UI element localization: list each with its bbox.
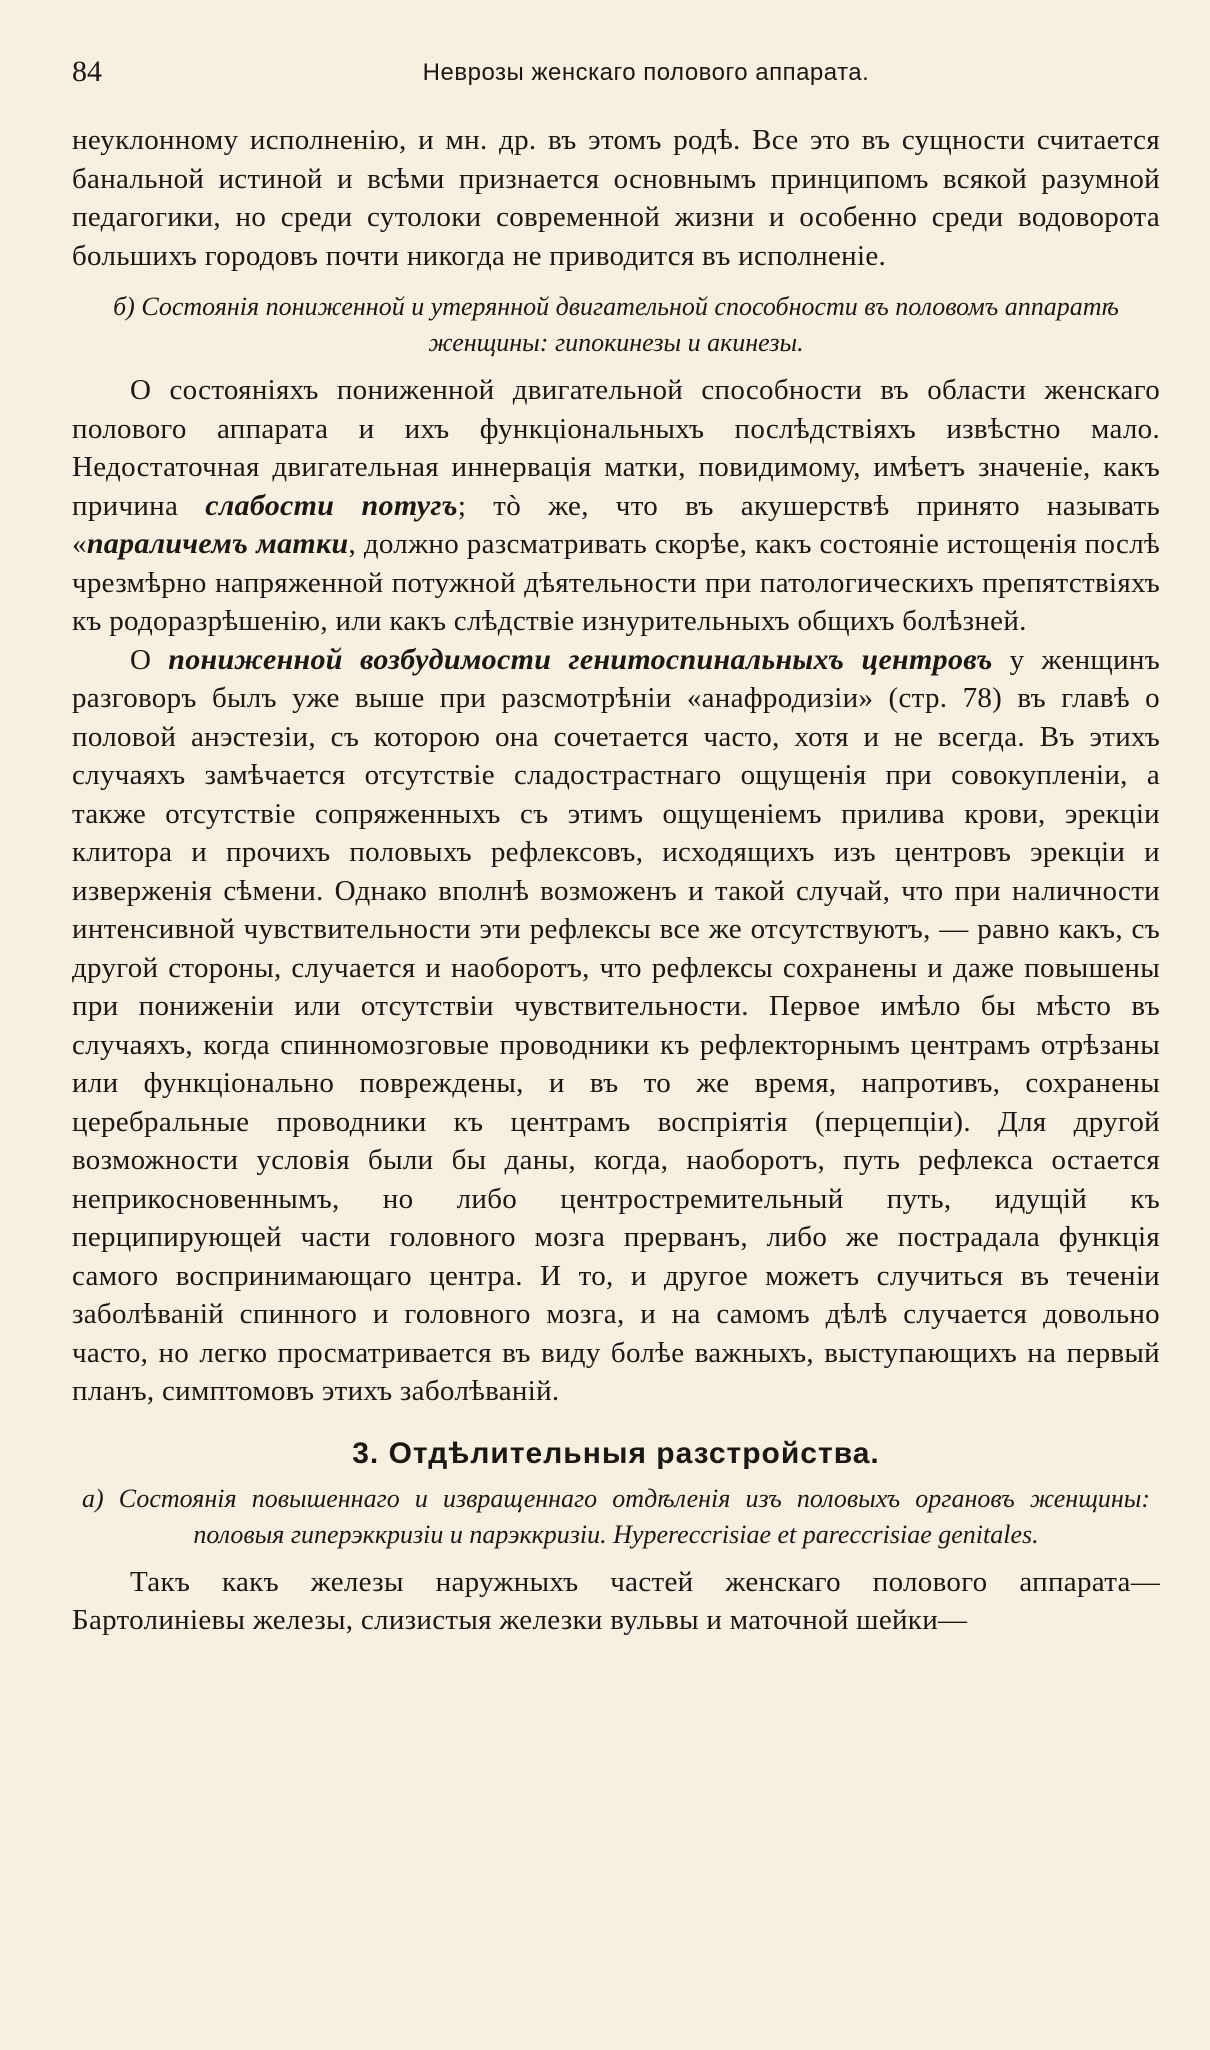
emphasis-uterine-paralysis: параличемъ матки — [86, 527, 349, 560]
paragraph-motor-capacity — [72, 371, 1160, 641]
running-title: Неврозы женскаго полового аппарата. — [422, 59, 870, 86]
text-run: О состояніяхъ пониженной двигательной способности въ области женскаго полового аппарата и ихъ функціональныхъ послѣдствіяхъ извѣстно мало. Недостаточная двигательная иннервація матки, повидимому, имѣетъ значеніе, какъ причина — [72, 374, 1160, 522]
running-head — [72, 55, 1160, 99]
paragraph-glands: Такъ какъ железы наружныхъ частей женскаго полового аппарата— Бартолиніевы железы, слизистыя железки вульвы и маточной шейки— — [72, 1565, 1160, 1636]
subheading-hypereccrisis: а) Состоянія повышеннаго и извращеннаго отдѣленія изъ половыхъ органовъ женщины: половыя гиперэккризіи и парэккризіи. Hypereccrisiae et pareccrisiae genitales. — [82, 1483, 1150, 1549]
text-run: , должно разсматривать скорѣе, какъ состояніе истощенія послѣ чрезмѣрно напряженной потужной дѣятельности при патологическихъ препятствіяхъ къ родоразрѣшенію, или какъ слѣдствіе изнурительныхъ общихъ болѣзней. — [72, 528, 1161, 637]
subheading-hypokinesis: б) Состоянія пониженной и утерянной двигательной способности въ половомъ аппаратѣ женщины: гипокинезы и акинезы. — [113, 292, 1119, 357]
text-run: ; тò же, что въ акушерствѣ принято называть « — [72, 489, 1160, 560]
paragraph-excitability — [72, 641, 1160, 1411]
emphasis-weak-labor: слабости потугъ — [205, 488, 458, 522]
emphasis-excitability: пониженной возбудимости генитоспинальныхъ центровъ — [168, 642, 993, 676]
text-run: О — [130, 643, 169, 676]
section-heading-secretory: 3. Отдѣлительныя разстройства. — [352, 1436, 880, 1470]
text-run: у женщинъ разговоръ былъ уже выше при разсмотрѣніи «анафродизіи» (стр. 78) въ главѣ о половой анэстезіи, съ которою она сочетается часто, хотя и не всегда. Въ этихъ случаяхъ замѣчается отсутствіе сладострастнаго ощущенія при совокупленіи, а также отсутствіе сопряженныхъ съ этимъ ощущеніемъ прилива крови, эрекціи клитора и прочихъ половыхъ рефлексовъ, исходящихъ изъ центровъ эрекціи и изверженія сѣмени. Однако вполнѣ возможенъ и такой случай, что при наличности интенсивной чувствительности эти рефлексы все же отсутствуютъ, — равно какъ, съ другой стороны, случается и наоборотъ, что рефлексы сохранены и даже повышены при пониженіи или отсутствіи чувствительности. Первое имѣло бы мѣсто въ случаяхъ, когда спинномозговые проводники къ рефлекторнымъ центрамъ отрѣзаны или функціонально повреждены, и въ то же время, напротивъ, сохранены церебральные проводники къ центрамъ воспріятія (перцепціи). Для другой возможности условія были бы даны, когда, наоборотъ, путь рефлекса остается неприкосновеннымъ, но либо центростремительный путь, идущій къ перципирующей части головного мозга прерванъ, либо же пострадала функція самого воспринимающаго центра. И то, и другое можетъ случиться въ теченіи заболѣваній спинного и головного мозга, и на самомъ дѣлѣ случается довольно часто, но легко просматривается въ виду болѣе важныхъ, выступающихъ на первый планъ, симптомовъ этихъ заболѣваній. — [72, 643, 1160, 1407]
paragraph-pedagogy: неуклонному исполненію, и мн. др. въ этомъ родѣ. Все это въ сущности считается банальной истиной и всѣми признается основнымъ принципомъ всякой разумной педагогики, но среди сутолоки современной жизни и особенно среди водоворота большихъ городовъ почти никогда не приводится въ исполненіе. — [72, 124, 1160, 272]
page-number: 84 — [72, 55, 102, 88]
